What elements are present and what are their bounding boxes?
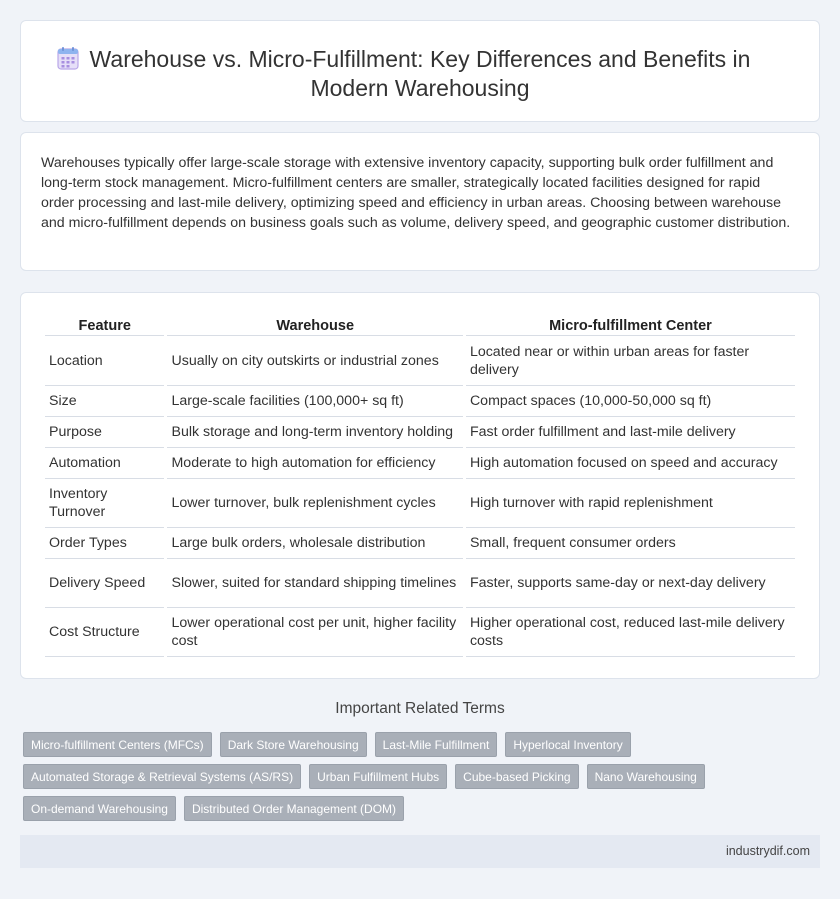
related-term-tag[interactable]: Hyperlocal Inventory — [505, 732, 630, 757]
related-term-tag[interactable]: Distributed Order Management (DOM) — [184, 796, 404, 821]
table-row — [45, 528, 795, 559]
page-title: Warehouse vs. Micro-Fulfillment: Key Differences and Benefits in Modern Warehousing — [89, 46, 751, 101]
footer-site-link[interactable]: industrydif.com — [725, 844, 810, 858]
related-term-tag[interactable]: Nano Warehousing — [587, 764, 705, 789]
related-term-tag[interactable]: Micro-fulfillment Centers (MFCs) — [23, 732, 212, 757]
micro-fulfillment-cell: Small, frequent consumer orders — [466, 528, 795, 559]
intro-paragraph: Warehouses typically offer large-scale storage with extensive inventory capacity, supporting bulk order fulfillment and long-term stock management. Micro-fulfillment centers are smaller, strategically located facilities designed for rapid order processing and last-mile delivery, optimizing speed and efficiency in urban areas. Choosing between warehouse and micro-fulfillment depends on business goals such as volume, delivery speed, and geographic customer distribution. — [41, 155, 791, 231]
header-feature: Feature — [45, 314, 164, 336]
footer — [20, 835, 820, 868]
micro-fulfillment-cell: Compact spaces (10,000-50,000 sq ft) — [466, 386, 795, 417]
feature-cell: Delivery Speed — [45, 559, 164, 608]
table-header-row — [45, 314, 795, 336]
related-term-tag[interactable]: Cube-based Picking — [455, 764, 578, 789]
micro-fulfillment-cell: Higher operational cost, reduced last-mile delivery costs — [466, 608, 795, 657]
related-term-tag[interactable]: Urban Fulfillment Hubs — [309, 764, 447, 789]
related-term-tag[interactable]: On-demand Warehousing — [23, 796, 176, 821]
micro-fulfillment-cell: High turnover with rapid replenishment — [466, 479, 795, 528]
related-term-tag[interactable]: Dark Store Warehousing — [220, 732, 367, 757]
feature-cell: Location — [45, 336, 164, 386]
comparison-table — [42, 314, 798, 657]
feature-cell: Inventory Turnover — [45, 479, 164, 528]
warehouse-cell: Usually on city outskirts or industrial zones — [167, 336, 462, 386]
warehouse-cell: Large bulk orders, wholesale distribution — [167, 528, 462, 559]
related-terms-list — [23, 732, 803, 821]
related-term-tag[interactable]: Last-Mile Fulfillment — [375, 732, 498, 757]
table-row — [45, 417, 795, 448]
table-row — [45, 448, 795, 479]
warehouse-cell: Slower, suited for standard shipping timelines — [167, 559, 462, 608]
micro-fulfillment-cell: Faster, supports same-day or next-day delivery — [466, 559, 795, 608]
related-terms-heading: Important Related Terms — [335, 700, 505, 717]
table-row — [45, 386, 795, 417]
table-row — [45, 559, 795, 608]
table-row — [45, 479, 795, 528]
intro-card — [20, 132, 820, 271]
micro-fulfillment-cell: High automation focused on speed and accuracy — [466, 448, 795, 479]
related-term-tag[interactable]: Automated Storage & Retrieval Systems (AS/RS) — [23, 764, 301, 789]
warehouse-cell: Bulk storage and long-term inventory holding — [167, 417, 462, 448]
feature-cell: Cost Structure — [45, 608, 164, 657]
feature-cell: Order Types — [45, 528, 164, 559]
feature-cell: Purpose — [45, 417, 164, 448]
warehouse-cell: Lower operational cost per unit, higher facility cost — [167, 608, 462, 657]
micro-fulfillment-cell: Located near or within urban areas for faster delivery — [466, 336, 795, 386]
title-card — [20, 20, 820, 122]
warehouse-cell: Lower turnover, bulk replenishment cycles — [167, 479, 462, 528]
warehouse-cell: Large-scale facilities (100,000+ sq ft) — [167, 386, 462, 417]
warehouse-cell: Moderate to high automation for efficiency — [167, 448, 462, 479]
feature-cell: Automation — [45, 448, 164, 479]
table-row — [45, 608, 795, 657]
header-micro-fulfillment: Micro-fulfillment Center — [466, 314, 795, 336]
header-warehouse: Warehouse — [167, 314, 462, 336]
feature-cell: Size — [45, 386, 164, 417]
table-row — [45, 336, 795, 386]
comparison-card — [20, 292, 820, 679]
micro-fulfillment-cell: Fast order fulfillment and last-mile delivery — [466, 417, 795, 448]
